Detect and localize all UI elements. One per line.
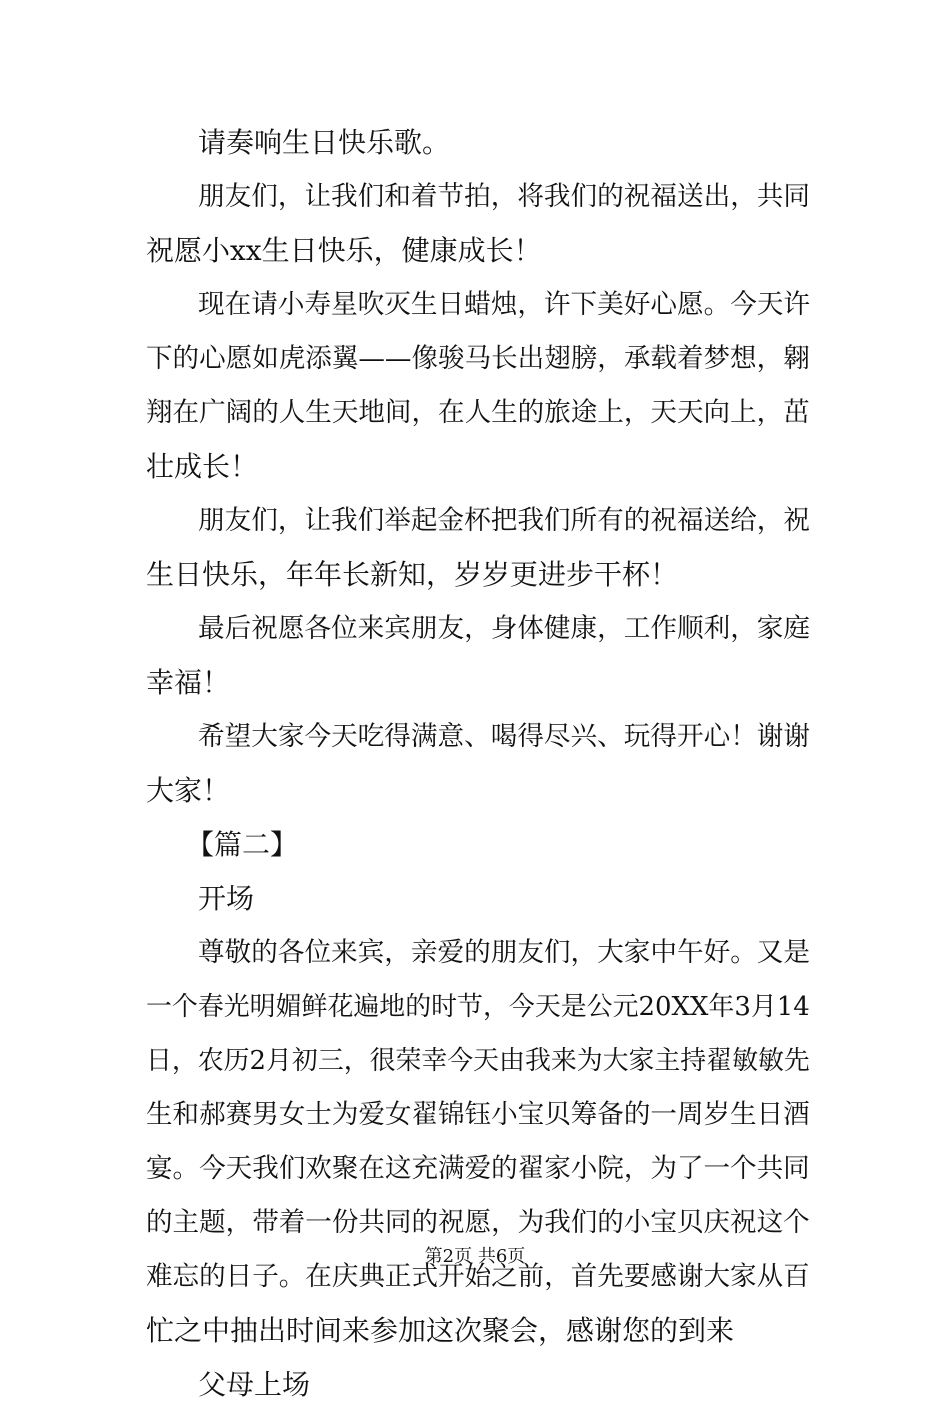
text-line: 最后祝愿各位来宾朋友，身体健康，工作顺利，家庭 <box>198 613 811 644</box>
text-line: 下的心愿如虎添翼——像骏马长出翅膀，承载着梦想，翱 <box>146 343 810 374</box>
page-footer <box>0 1242 950 1268</box>
text-line: 朋友们，让我们举起金杯把我们所有的祝福送给，祝 <box>198 505 811 536</box>
text-line: 大家！ <box>146 774 231 807</box>
text-line: 希望大家今天吃得满意、喝得尽兴、玩得开心！谢谢 <box>198 721 811 752</box>
text-line: 日，农历2月初三，很荣幸今天由我来为大家主持翟敏敏先 <box>146 1046 810 1076</box>
text-line: 宴。今天我们欢聚在这充满爱的翟家小院，为了一个共同 <box>146 1153 810 1184</box>
page-number-label: 第2页 共6页 <box>424 1246 526 1267</box>
text-line: 尊敬的各位来宾，亲爱的朋友们，大家中午好。又是 <box>198 937 811 968</box>
text-line: 幸福！ <box>146 666 231 699</box>
subsection-heading: 父母上场 <box>198 1368 311 1401</box>
text-line: 翔在广阔的人生天地间，在人生的旅途上，天天向上，茁 <box>146 397 810 428</box>
text-line: 难忘的日子。在庆典正式开始之前，首先要感谢大家从百 <box>146 1261 810 1292</box>
text-line: 忙之中抽出时间来参加这次聚会，感谢您的到来 <box>146 1314 735 1347</box>
text-line: 朋友们，让我们和着节拍，将我们的祝福送出，共同 <box>198 181 811 212</box>
text-line: 壮成长！ <box>146 450 259 483</box>
text-line: 现在请小寿星吹灭生日蜡烛，许下美好心愿。今天许 <box>198 289 811 320</box>
text-line: 请奏响生日快乐歌。 <box>198 126 451 159</box>
text-line: 祝愿小xx生日快乐，健康成长！ <box>146 234 542 267</box>
text-line: 生日快乐，年年长新知，岁岁更进步干杯！ <box>146 558 679 591</box>
subsection-heading: 开场 <box>198 882 255 915</box>
document-body <box>146 116 810 1412</box>
text-line: 生和郝赛男女士为爱女翟锦钰小宝贝筹备的一周岁生日酒 <box>146 1099 810 1130</box>
section-heading: 【篇二】 <box>186 828 299 861</box>
text-line: 的主题，带着一份共同的祝愿，为我们的小宝贝庆祝这个 <box>146 1207 810 1238</box>
text-line: 一个春光明媚鲜花遍地的时节，今天是公元20XX年3月14 <box>146 992 810 1022</box>
